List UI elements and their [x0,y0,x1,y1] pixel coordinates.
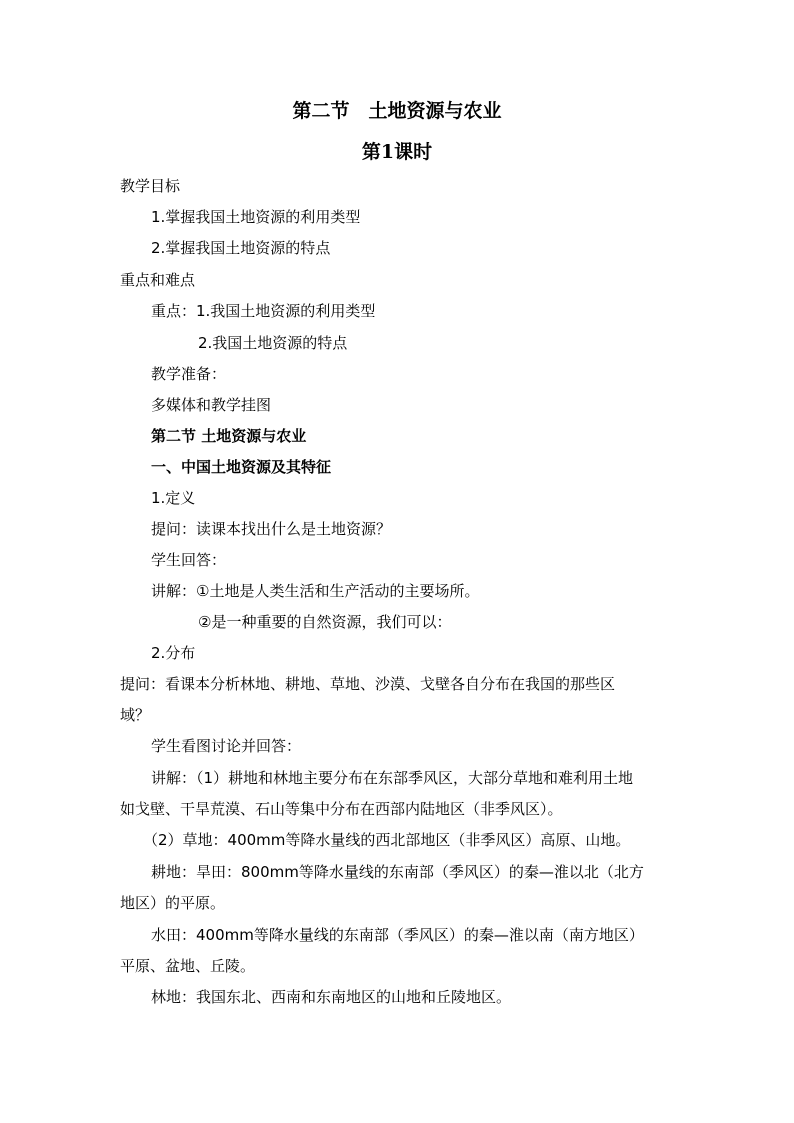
text-line: 教学目标 [120,177,181,195]
text-line: 平原、盆地、丘陵。 [120,957,256,975]
text-line: 提问：看课本分析林地、耕地、草地、沙漠、戈壁各自分布在我国的那些区 [120,675,616,693]
text-line: 地区）的平原。 [120,894,226,912]
text-line: 2.我国土地资源的特点 [198,334,348,352]
section-heading: 第二节 土地资源与农业 [151,427,307,445]
text-line: （2）草地：400mm等降水量线的西北部地区（非季风区）高原、山地。 [143,831,631,849]
text-line: 讲解：（1）耕地和林地主要分布在东部季风区，大部分草地和难利用土地 [151,769,634,787]
text-line: 讲解：①土地是人类生活和生产活动的主要场所。 [151,582,480,600]
text-line: 2.分布 [151,644,196,662]
text-line: 多媒体和教学挂图 [151,396,272,414]
text-line: 域？ [120,706,151,724]
text-line: ②是一种重要的自然资源，我们可以： [198,613,452,631]
document-subtitle: 第1课时 [361,141,433,163]
text-line: 重点和难点 [120,271,196,289]
text-line: 2.掌握我国土地资源的特点 [151,239,331,257]
text-line: 学生回答： [151,551,227,569]
text-line: 如戈壁、干旱荒漠、石山等集中分布在西部内陆地区（非季风区）。 [120,800,563,818]
text-line: 耕地：旱田：800mm等降水量线的东南部（季风区）的秦—淮以北（北方 [151,863,644,881]
text-line: 1.掌握我国土地资源的利用类型 [151,208,361,226]
text-line: 重点：1.我国土地资源的利用类型 [151,302,376,320]
text-line: 学生看图讨论并回答： [151,737,302,755]
document-title: 第二节 土地资源与农业 [292,100,502,122]
text-line: 林地：我国东北、西南和东南地区的山地和丘陵地区。 [151,988,512,1006]
text-line: 提问：读课本找出什么是土地资源？ [151,520,392,538]
text-line: 教学准备： [151,365,227,383]
section-heading: 一、中国土地资源及其特征 [151,458,332,476]
text-line: 1.定义 [151,489,196,507]
text-line: 水田：400mm等降水量线的东南部（季风区）的秦—淮以南（南方地区） [151,926,644,944]
